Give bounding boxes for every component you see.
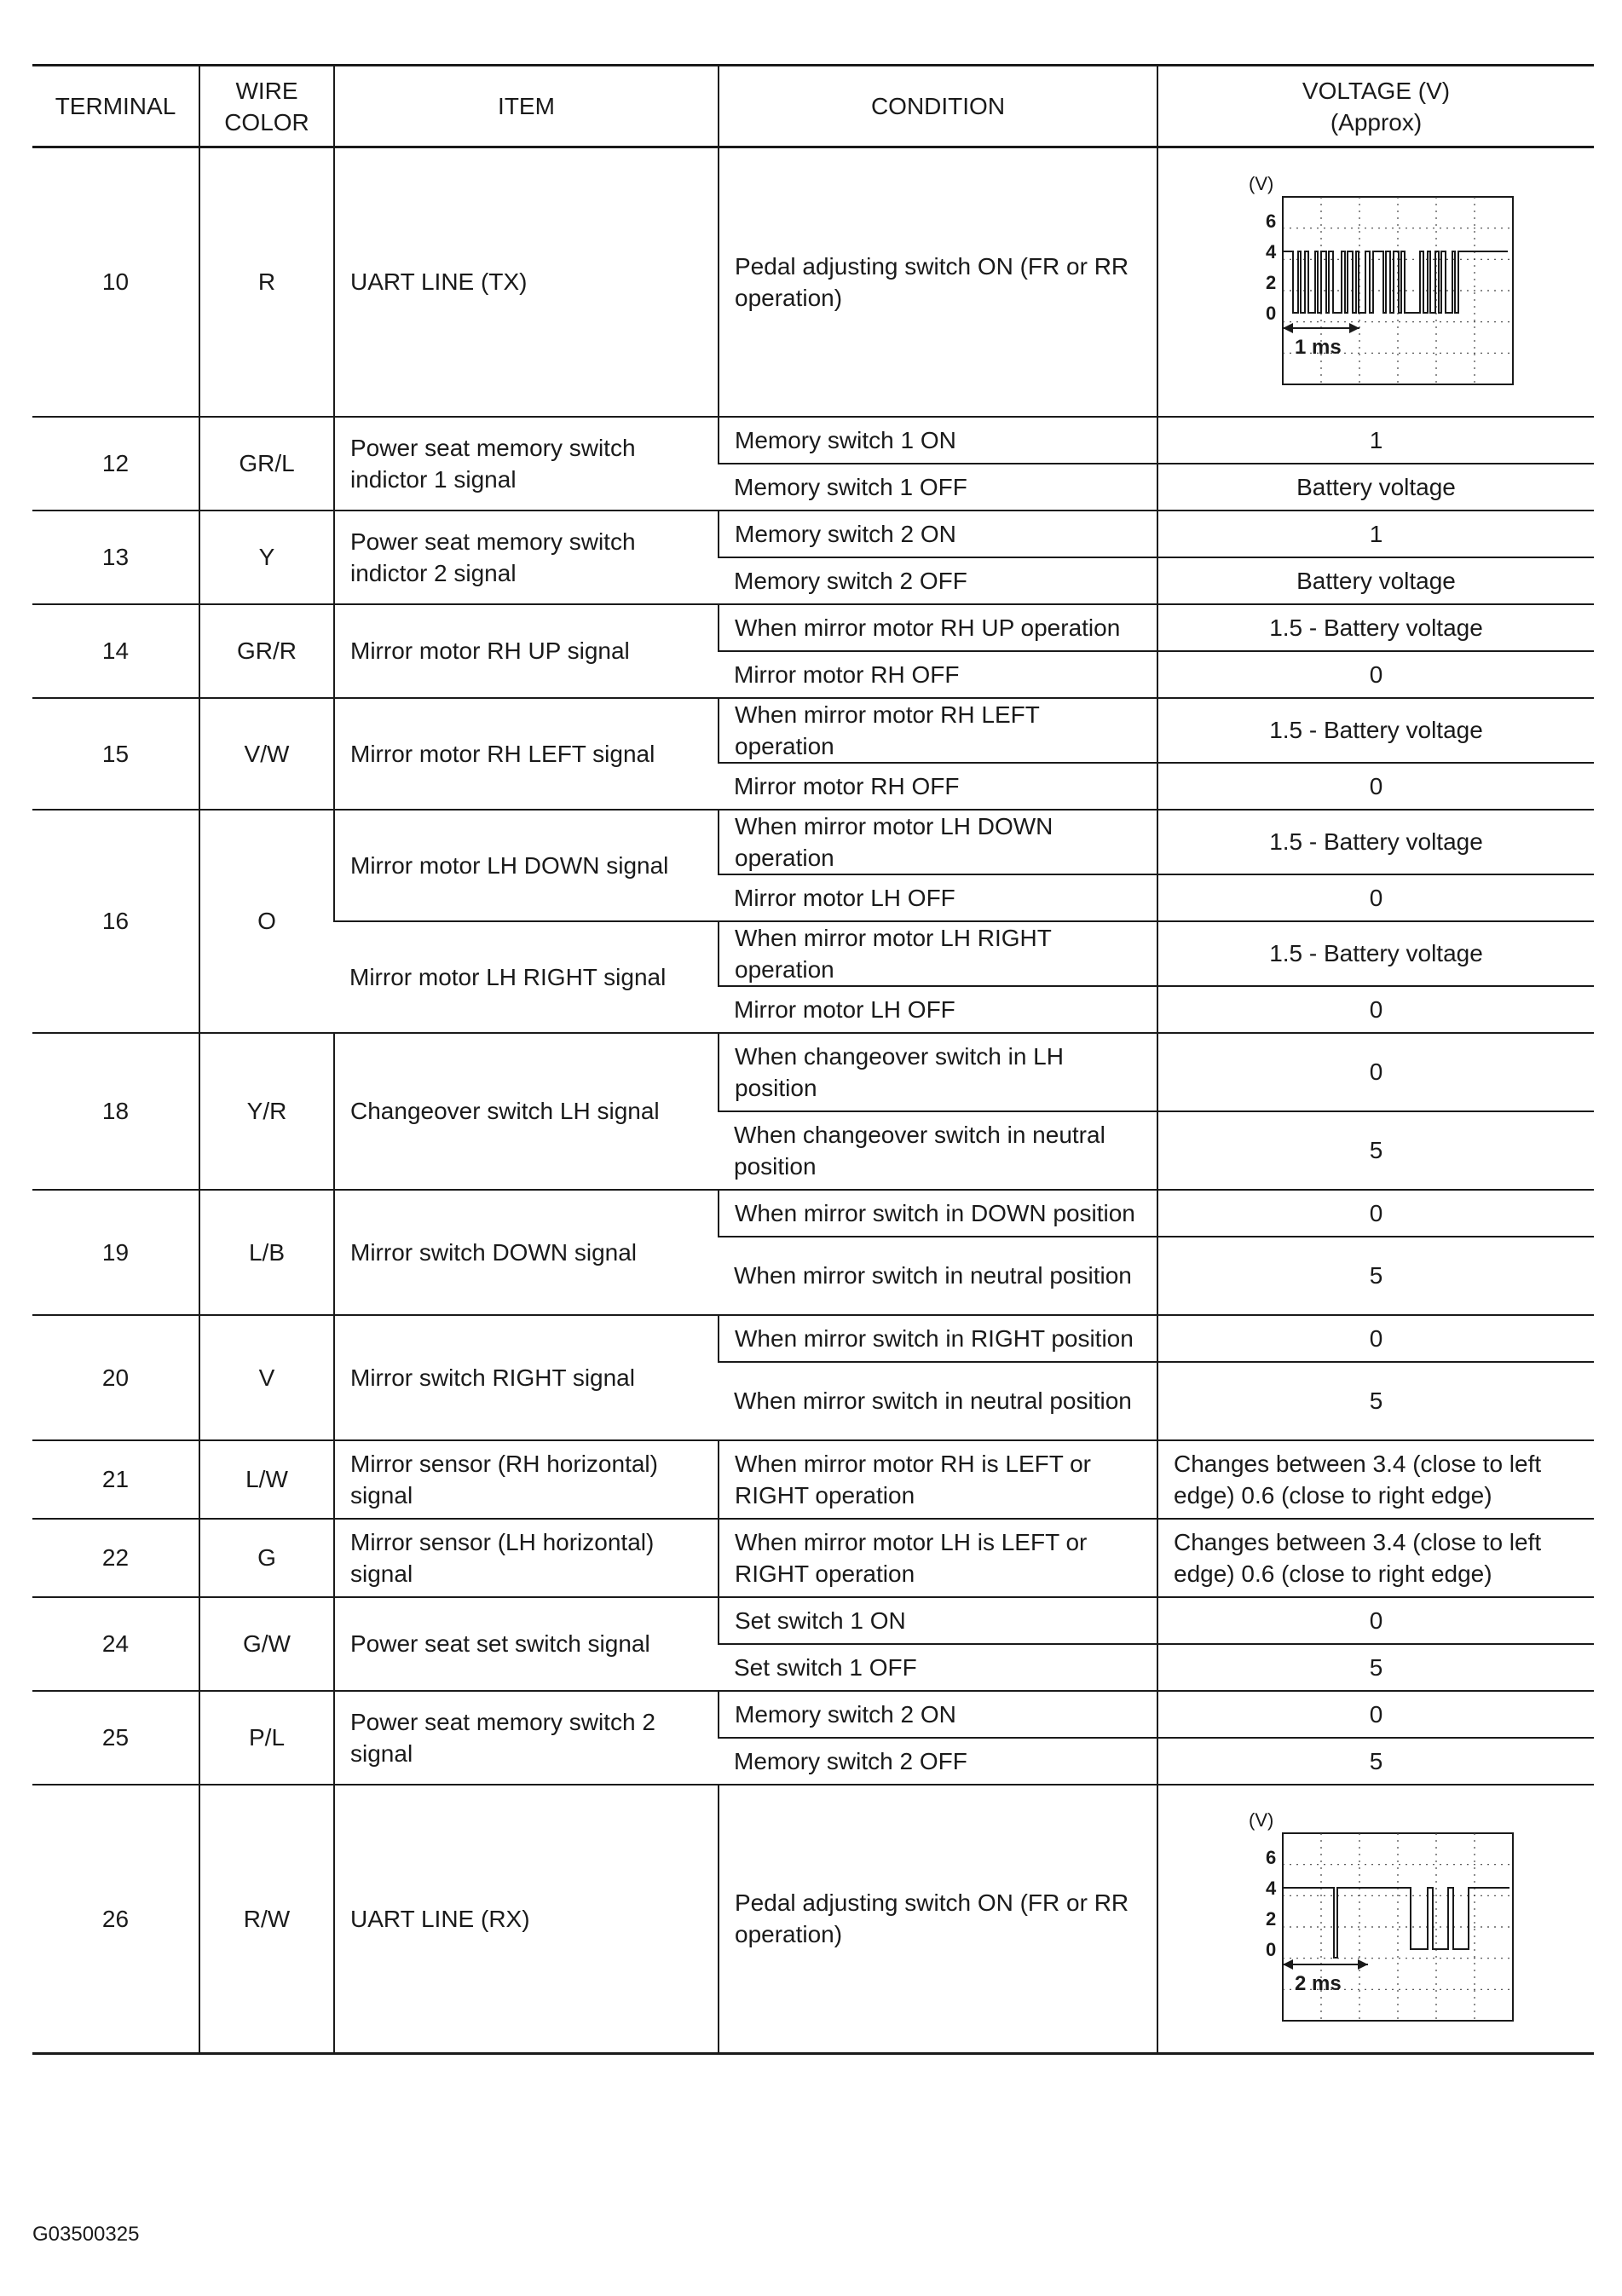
voltage-cell: 0 — [1157, 651, 1594, 698]
voltage-cell: 1.5 - Battery voltage — [1157, 698, 1594, 763]
figure-code: G03500325 — [32, 2223, 140, 2246]
voltage-cell: 0 — [1157, 1691, 1594, 1738]
scope-tick-label: 6 — [1265, 210, 1276, 232]
voltage-cell: 1 — [1157, 417, 1594, 464]
condition-cell: Memory switch 2 ON — [719, 511, 1157, 557]
wire-color-cell: L/B — [199, 1190, 334, 1315]
item-cell: Mirror switch DOWN signal — [334, 1190, 719, 1315]
item-cell: Power seat memory switch indictor 1 signal — [334, 417, 719, 511]
table-row — [32, 1691, 1594, 1738]
voltage-cell: 1.5 - Battery voltage — [1157, 810, 1594, 874]
waveform-tx-scope — [1232, 171, 1521, 393]
table-row — [32, 1440, 1594, 1519]
terminal-cell: 25 — [32, 1691, 199, 1785]
voltage-cell: 5 — [1157, 1362, 1594, 1440]
terminal-cell: 13 — [32, 511, 199, 604]
wire-color-cell: G/W — [199, 1597, 334, 1691]
scope-tick-label: 4 — [1265, 240, 1276, 262]
header-terminal: TERMINAL — [32, 66, 199, 147]
voltage-cell: 0 — [1157, 874, 1594, 921]
voltage-cell: 0 — [1157, 1190, 1594, 1237]
condition-cell: Pedal adjusting switch ON (FR or RR operation) — [719, 1785, 1157, 2054]
voltage-cell: 5 — [1157, 1111, 1594, 1190]
item-cell: Mirror sensor (LH horizontal) signal — [334, 1519, 719, 1597]
item-cell: Mirror motor LH RIGHT signal — [334, 921, 719, 1033]
table-row — [32, 147, 1594, 417]
terminal-cell: 22 — [32, 1519, 199, 1597]
header-voltage-line2: (Approx) — [1330, 108, 1423, 136]
table-row — [32, 810, 1594, 874]
voltage-cell — [1157, 147, 1594, 417]
voltage-cell: 0 — [1157, 986, 1594, 1033]
scope-tick-label: 2 — [1265, 271, 1276, 293]
wire-color-cell: O — [199, 810, 334, 1033]
condition-cell: When mirror motor LH RIGHT operation — [719, 921, 1157, 986]
scope-tick-label: 2 — [1265, 1908, 1276, 1930]
scope-tick-label: 0 — [1265, 302, 1276, 324]
condition-cell: Memory switch 2 ON — [719, 1691, 1157, 1738]
voltage-cell: 5 — [1157, 1644, 1594, 1691]
item-cell: Mirror sensor (RH horizontal) signal — [334, 1440, 719, 1519]
table-header-row — [32, 66, 1594, 147]
condition-cell: When mirror motor RH UP operation — [719, 604, 1157, 651]
voltage-cell: 0 — [1157, 1597, 1594, 1644]
wire-color-cell: G — [199, 1519, 334, 1597]
condition-cell: Mirror motor RH OFF — [719, 763, 1157, 810]
condition-cell: Memory switch 2 OFF — [719, 557, 1157, 604]
scope-tick-label: 4 — [1265, 1878, 1276, 1900]
table-row — [32, 604, 1594, 651]
wire-color-cell: R/W — [199, 1785, 334, 2054]
item-cell: Mirror motor RH UP signal — [334, 604, 719, 698]
condition-cell: Pedal adjusting switch ON (FR or RR operation) — [719, 147, 1157, 417]
condition-cell: Memory switch 1 ON — [719, 417, 1157, 464]
item-cell: Power seat memory switch indictor 2 signal — [334, 511, 719, 604]
condition-cell: Mirror motor RH OFF — [719, 651, 1157, 698]
wire-color-cell: Y/R — [199, 1033, 334, 1190]
scope-tick-label: 6 — [1265, 1847, 1276, 1869]
condition-cell: When mirror motor LH is LEFT or RIGHT operation — [719, 1519, 1157, 1597]
voltage-cell: 1.5 - Battery voltage — [1157, 921, 1594, 986]
condition-cell: When mirror motor RH LEFT operation — [719, 698, 1157, 763]
header-voltage — [1157, 66, 1594, 147]
wire-color-cell: V/W — [199, 698, 334, 810]
condition-cell: When mirror switch in DOWN position — [719, 1190, 1157, 1237]
item-cell: UART LINE (TX) — [334, 147, 719, 417]
terminal-cell: 12 — [32, 417, 199, 511]
scope-unit-label: (V) — [1248, 172, 1273, 194]
terminal-cell: 19 — [32, 1190, 199, 1315]
terminal-voltage-table — [32, 64, 1594, 2055]
table-row — [32, 1785, 1594, 2054]
voltage-cell — [1157, 1785, 1594, 2054]
terminal-cell: 21 — [32, 1440, 199, 1519]
terminal-cell: 15 — [32, 698, 199, 810]
terminal-cell: 20 — [32, 1315, 199, 1440]
wire-color-cell: GR/L — [199, 417, 334, 511]
table-row — [32, 1315, 1594, 1362]
condition-cell: When mirror motor LH DOWN operation — [719, 810, 1157, 874]
voltage-cell: Changes between 3.4 (close to left edge) 0.6 (close to right edge) — [1157, 1519, 1594, 1597]
scope-time-label: 2 ms — [1294, 1972, 1342, 1996]
condition-cell: When mirror switch in RIGHT position — [719, 1315, 1157, 1362]
voltage-cell: 1 — [1157, 511, 1594, 557]
scope-time-label: 1 ms — [1294, 335, 1342, 359]
item-cell: Power seat memory switch 2 signal — [334, 1691, 719, 1785]
terminal-cell: 18 — [32, 1033, 199, 1190]
terminal-cell: 26 — [32, 1785, 199, 2054]
terminal-cell: 16 — [32, 810, 199, 1033]
condition-cell: When mirror switch in neutral position — [719, 1237, 1157, 1315]
header-wire-color-line1: WIRE — [235, 77, 298, 104]
header-voltage-line1: VOLTAGE (V) — [1302, 77, 1451, 104]
condition-cell: Mirror motor LH OFF — [719, 986, 1157, 1033]
voltage-cell: 0 — [1157, 1033, 1594, 1111]
table-body — [32, 147, 1594, 2054]
condition-cell: Set switch 1 ON — [719, 1597, 1157, 1644]
header-wire-color-line2: COLOR — [224, 108, 309, 136]
voltage-cell: Changes between 3.4 (close to left edge) 0.6 (close to right edge) — [1157, 1440, 1594, 1519]
table-row — [32, 698, 1594, 763]
table-row — [32, 1597, 1594, 1644]
voltage-cell: 5 — [1157, 1237, 1594, 1315]
wire-color-cell: R — [199, 147, 334, 417]
condition-cell: When mirror switch in neutral position — [719, 1362, 1157, 1440]
condition-cell: When mirror motor RH is LEFT or RIGHT operation — [719, 1440, 1157, 1519]
voltage-cell: Battery voltage — [1157, 464, 1594, 511]
condition-cell: Memory switch 1 OFF — [719, 464, 1157, 511]
condition-cell: Mirror motor LH OFF — [719, 874, 1157, 921]
wire-color-cell: V — [199, 1315, 334, 1440]
header-item: ITEM — [334, 66, 719, 147]
condition-cell: When changeover switch in neutral position — [719, 1111, 1157, 1190]
wire-color-cell: Y — [199, 511, 334, 604]
voltage-cell: 0 — [1157, 763, 1594, 810]
scope-unit-label: (V) — [1248, 1809, 1273, 1832]
item-cell: Mirror motor LH DOWN signal — [334, 810, 719, 921]
header-wire-color — [199, 66, 334, 147]
wire-color-cell: L/W — [199, 1440, 334, 1519]
item-cell: Power seat set switch signal — [334, 1597, 719, 1691]
voltage-cell: Battery voltage — [1157, 557, 1594, 604]
terminal-cell: 14 — [32, 604, 199, 698]
scope-tick-label: 0 — [1265, 1939, 1276, 1961]
item-cell: Mirror switch RIGHT signal — [334, 1315, 719, 1440]
voltage-cell: 5 — [1157, 1738, 1594, 1785]
condition-cell: Memory switch 2 OFF — [719, 1738, 1157, 1785]
item-cell: UART LINE (RX) — [334, 1785, 719, 2054]
table-row — [32, 1519, 1594, 1597]
voltage-cell: 0 — [1157, 1315, 1594, 1362]
condition-cell: When changeover switch in LH position — [719, 1033, 1157, 1111]
voltage-cell: 1.5 - Battery voltage — [1157, 604, 1594, 651]
item-cell: Changeover switch LH signal — [334, 1033, 719, 1190]
waveform-rx-scope — [1232, 1808, 1521, 2029]
table-row — [32, 511, 1594, 557]
item-cell: Mirror motor RH LEFT signal — [334, 698, 719, 810]
header-condition: CONDITION — [719, 66, 1157, 147]
table-row — [32, 417, 1594, 464]
wire-color-cell: P/L — [199, 1691, 334, 1785]
table-row — [32, 1190, 1594, 1237]
wire-color-cell: GR/R — [199, 604, 334, 698]
terminal-cell: 10 — [32, 147, 199, 417]
condition-cell: Set switch 1 OFF — [719, 1644, 1157, 1691]
terminal-cell: 24 — [32, 1597, 199, 1691]
table-row — [32, 1033, 1594, 1111]
